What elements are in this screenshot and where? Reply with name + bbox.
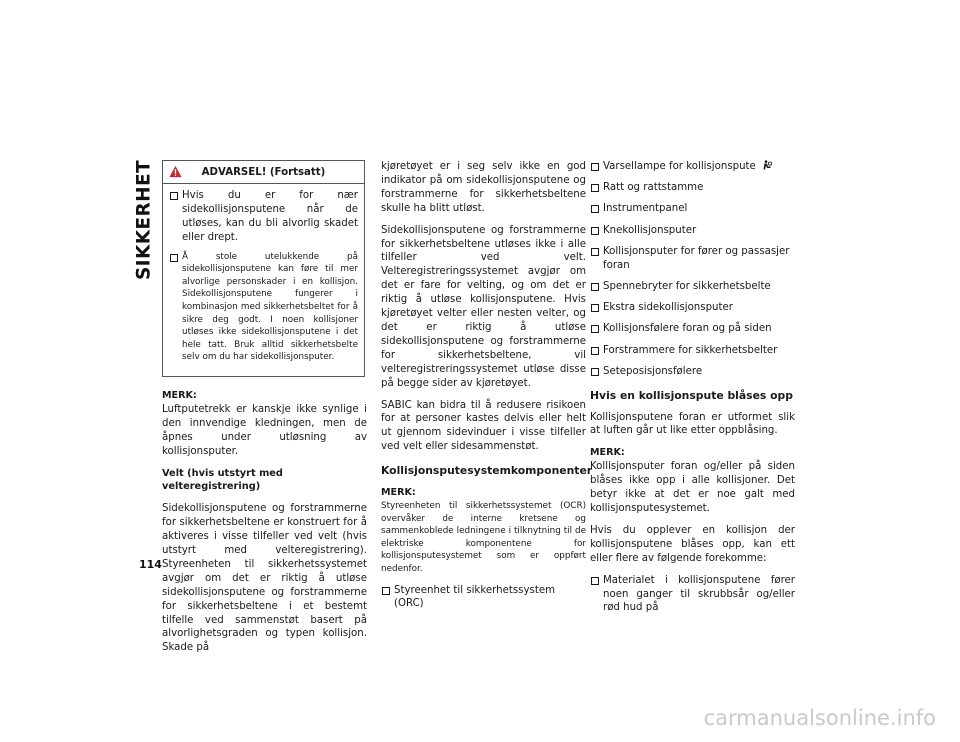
bullet-square-icon xyxy=(382,587,390,595)
list-item-text: Ekstra sidekollisjonsputer xyxy=(603,302,733,314)
list-item-text: Seteposisjonsfølere xyxy=(603,365,703,377)
section-tab-label: SIKKERHET xyxy=(133,159,155,281)
page-number: 114 xyxy=(139,558,162,571)
paragraph: Hvis du opplever en kollisjon der kollisjonsputene blåses opp, kan ett eller flere av følgende forekomme: xyxy=(590,524,795,564)
list-item xyxy=(590,280,795,294)
watermark-footer: carmanualsonline.info xyxy=(703,706,936,730)
list-item-text: Kollisjonsputer for fører og passasjer foran xyxy=(603,245,790,271)
column-3 xyxy=(590,160,795,623)
note-label: MERK: xyxy=(162,389,197,401)
warning-item-text: Hvis du er for nær sidekollisjonsputene når de utløses, kan du bli alvorlig skadet eller drept. xyxy=(182,190,358,243)
warning-box xyxy=(162,160,365,377)
list-item xyxy=(381,584,586,612)
section-heading: Kollisjonsputesystemkomponenter xyxy=(381,464,593,478)
bullet-square-icon xyxy=(591,577,599,585)
paragraph: Sidekollisjonsputene og forstrammerne for sikkerhetsbeltene utløses ikke i alle tilfeller ved velt. Velteregistreringssystemet avgjør om det er fare for velting, og om det er riktig å utløse kollisjonsputene. Hvis kjøretøyet velter eller nesten velter, og det er riktig å utløse sidekollisjonsputene og forstrammerne for sikkerhetsbeltene, vil velteregistreringssystemet utløse disse på begge sider av kjøretøyet. xyxy=(381,224,586,389)
note-label: MERK: xyxy=(590,447,625,459)
list-item-text: Materialet i kollisjonsputene fører noen ganger til skrubbsår og/eller rød hud på xyxy=(603,574,795,614)
list-item xyxy=(590,160,795,174)
warning-item xyxy=(169,251,358,364)
list-item-text: Ratt og rattstamme xyxy=(603,182,704,194)
list-item xyxy=(590,245,795,273)
bullet-square-icon xyxy=(591,227,599,235)
warning-body xyxy=(163,184,364,376)
bullet-square-icon xyxy=(591,325,599,333)
airbag-warning-icon xyxy=(762,160,772,170)
bullet-square-icon xyxy=(170,254,178,262)
bullet-square-icon xyxy=(591,205,599,213)
note-label: MERK: xyxy=(381,487,416,499)
section-tab xyxy=(128,159,160,281)
note-text: Kollisjonsputer foran og/eller på siden blåses ikke opp i alle kollisjoner. Det betyr ikke at det er noe galt med kollisjonsputesystemet. xyxy=(590,461,795,514)
section-heading: Hvis en kollisjonspute blåses opp xyxy=(590,388,793,402)
column-1 xyxy=(162,160,367,663)
bullet-square-icon xyxy=(591,163,599,171)
list-item xyxy=(590,574,795,616)
list-item xyxy=(590,344,795,358)
bullet-square-icon xyxy=(591,184,599,192)
bullet-square-icon xyxy=(591,283,599,291)
warning-title: ADVARSEL! (Fortsatt) xyxy=(201,167,326,178)
list-item-text: Spennebryter for sikkerhetsbelte xyxy=(603,280,771,292)
bullet-square-icon xyxy=(170,192,178,200)
paragraph: Kollisjonsputene foran er utformet slik at luften går ut like etter oppblåsing. xyxy=(590,411,795,437)
note-text: Luftputetrekk er kanskje ikke synlige i den innvendige kledningen, men de åpnes under utløsning av kollisjonsputer. xyxy=(162,403,367,457)
column-2 xyxy=(381,160,593,619)
list-item-text: Knekollisjonsputer xyxy=(603,224,697,236)
list-item-text: Kollisjonsfølere foran og på siden xyxy=(603,323,772,335)
paragraph: SABIC kan bidra til å redusere risikoen for at personer kastes delvis eller helt ut gjennom sidevinduer i visse tilfeller ved velt eller sidesammenstøt. xyxy=(381,399,586,453)
list-item-text: Instrumentpanel xyxy=(603,203,688,215)
paragraph: kjøretøyet er i seg selv ikke en god indikator på om sidekollisjonsputene og forstrammerne for sikkerhetsbeltene skulle ha blitt utløst. xyxy=(381,161,586,214)
list-item xyxy=(590,202,795,216)
paragraph: Sidekollisjonsputene og forstrammerne for sikkerhetsbeltene er konstruert for å aktiveres i visse tilfeller ved velt (hvis utstyrt med velteregistrering). Styreenheten til sikkerhetssystemet avgjør om det er riktig å utløse sidekollisjonsputene og forstrammerne for sikkerhetsbeltene i et bestemt tilfelle ved sammenstøt basert på alvorlighetsgraden og typen kollisjon. Skade på xyxy=(162,503,367,654)
warning-header xyxy=(163,161,364,184)
bullet-square-icon xyxy=(591,304,599,312)
warning-item-text: Å stole utelukkende på sidekollisjonsputene kan føre til mer alvorlige personskader i en kollisjon. Sidekollisjonsputene fungerer i kombinasjon med sikkerhetsbeltet for å sikre deg godt. I noen kollisjoner utløses ikke sidekollisjonsputene i det hele tatt. Bruk alltid sikkerhetsbelte selv om du har sidekollisjonsputer. xyxy=(182,251,358,363)
list-item xyxy=(590,365,795,379)
list-item-text: Forstrammere for sikkerhetsbelter xyxy=(603,344,778,356)
list-item xyxy=(590,181,795,195)
note-text: Styreenheten til sikkerhetssystemet (OCR) overvåker de interne kretsene og sammenkoblede ledningene i tilknytning til de elektriske komponentene for kollisjonsputesystemet som er oppført nedenfor. xyxy=(381,500,586,574)
list-item xyxy=(590,301,795,315)
bullet-square-icon xyxy=(591,347,599,355)
bullet-square-icon xyxy=(591,248,599,256)
warning-item xyxy=(169,189,358,245)
list-item-text: Varsellampe for kollisjonspute xyxy=(603,161,756,172)
subheading-rollover: Velt (hvis utstyrt med velteregistrering) xyxy=(162,467,283,493)
list-item-text: Styreenhet til sikkerhetssystem (ORC) xyxy=(394,584,556,610)
list-item xyxy=(590,322,795,336)
list-item xyxy=(590,224,795,238)
bullet-square-icon xyxy=(591,368,599,376)
